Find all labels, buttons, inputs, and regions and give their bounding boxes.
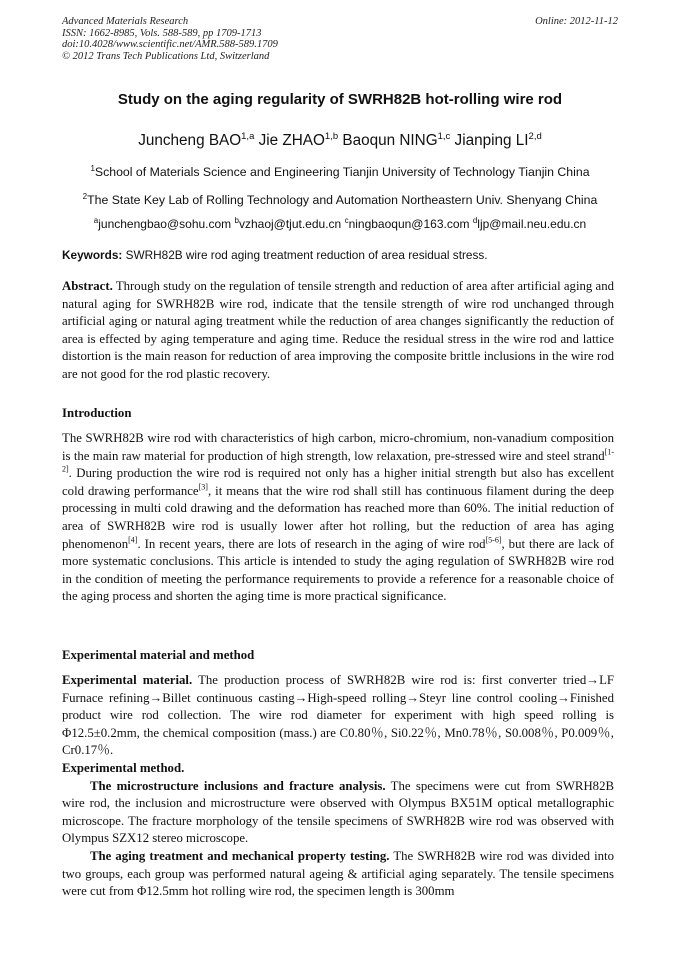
intro-text: , it means that the wire rod shall still has continuous filament during the deep processing in multi cold drawing and the deformation has reached more than 60%. The initial reduction of area of SWRH82B wire rod is usually lower after hot rolling, but the reduction of area has aging phenomenon bbox=[62, 483, 614, 551]
introduction-paragraph bbox=[62, 430, 614, 606]
abstract bbox=[62, 278, 614, 384]
method-label-line bbox=[62, 760, 614, 778]
abstract-text: Through study on the regulation of tensile strength and reduction of area after artificial aging and natural aging for SWRH82B wire rod, indicate that the tensile strength of wire rod unchanged through artificial aging or natural aging treatment while the reduction of area changes significantly the reduction of area is effected by aging temperature and aging time. Reduce the residual stress in the wire rod and lattice distortion is the main reason for reduction of area improving the composite brittle inclusions in the wire rod are not good for the rod plastic recovery. bbox=[62, 279, 615, 381]
intro-text: , but there are lack of more systematic conclusions. This article is intended to study the aging regulation of SWRH82B wire rod in the condition of meeting the performance requirements to provide a reference for a reasonable choice of the aging process and shorten the aging time is more practical significance. bbox=[62, 536, 614, 604]
paper-title: Study on the aging regularity of SWRH82B hot-rolling wire rod bbox=[117, 91, 563, 108]
material-label: Experimental material. bbox=[62, 673, 193, 687]
intro-text: The SWRH82B wire rod with characteristics of high carbon, micro-chromium, non-vanadium composition is the main raw material for production of high strength, low relaxation, pre-stressed wire and steel strand bbox=[62, 431, 614, 463]
abstract-label: Abstract. bbox=[62, 279, 113, 293]
author-sup: 1,a bbox=[241, 131, 255, 142]
citation[interactable]: [1-2] bbox=[62, 447, 614, 474]
method-label: Experimental method. bbox=[62, 760, 185, 775]
email-address[interactable]: ljp@mail.neu.edu.cn bbox=[477, 217, 587, 231]
email-address[interactable]: vzhaoj@tjut.edu.cn bbox=[238, 217, 342, 231]
microstructure-text: The specimens were cut from SWRH82B wire rod, the inclusion and microstructure were observed with Olympus BX51M optical metallographic microscope. The fracture morphology of the tensile specimens of SWRH82B wire rod was observed with Olympus SZX12 stereo microscope. bbox=[62, 778, 615, 846]
citation[interactable]: [4] bbox=[128, 535, 138, 545]
author-name: Baoqun NING bbox=[342, 132, 438, 150]
aging-paragraph bbox=[62, 848, 614, 901]
material-paragraph bbox=[62, 672, 614, 760]
keywords-text: SWRH82B wire rod aging treatment reduction of area residual stress. bbox=[125, 248, 488, 262]
intro-text: . During production the wire rod is required not only has a higher initial strength but also has excellent cold drawing performance bbox=[62, 466, 614, 498]
journal-header bbox=[62, 16, 618, 62]
author-sup: 1,b bbox=[324, 131, 339, 142]
microstructure-paragraph bbox=[62, 778, 614, 848]
experimental-section bbox=[62, 672, 614, 901]
material-text: The production process of SWRH82B wire rod is: first converter tried→LF Furnace refining→Billet continuous casting→High-speed rolling→Steyr line control cooling→Finished product wire rod collection. The wire rod diameter for experiment with high speed rolling is Φ12.5±0.2mm, the chemical composition (mass.) are C0.80％, Si0.22％, Mn0.78％, S0.008％, P0.009％, Cr0.17％. bbox=[62, 673, 615, 758]
author-name: Jianping LI bbox=[454, 132, 529, 150]
author-sup: 1,c bbox=[437, 131, 451, 142]
email-sup: d bbox=[472, 216, 478, 225]
affiliation-sup: 1 bbox=[90, 164, 95, 173]
intro-text: . In recent years, there are lots of research in the aging of wire rod bbox=[137, 536, 486, 551]
author-name: Jie ZHAO bbox=[258, 132, 325, 150]
email-address[interactable]: junchengbao@sohu.com bbox=[98, 217, 232, 231]
affiliation-text: The State Key Lab of Rolling Technology and Automation Northeastern Univ. Shenyang China bbox=[87, 193, 598, 208]
microstructure-label: The microstructure inclusions and fracture analysis. bbox=[90, 778, 386, 793]
keywords bbox=[62, 248, 618, 262]
email-sup: c bbox=[344, 216, 349, 225]
author-list bbox=[62, 131, 618, 150]
email-address[interactable]: ningbaoqun@163.com bbox=[348, 217, 470, 231]
affiliation-2 bbox=[62, 192, 618, 207]
author-sup: 2,d bbox=[528, 131, 542, 142]
affiliation-sup: 2 bbox=[82, 192, 88, 201]
keywords-label: Keywords: bbox=[62, 248, 123, 262]
aging-text: The SWRH82B wire rod was divided into two groups, each group was performed natural ageing & artificial aging separately. The tensile specimens were cut from Φ12.5mm hot rolling wire rod, the specimen length is 300mm bbox=[62, 848, 615, 899]
issn-line: ISSN: 1662-8985, Vols. 588-589, pp 1709-1713 bbox=[62, 27, 262, 39]
email-sup: b bbox=[234, 216, 239, 225]
doi-line: doi:10.4028/www.scientific.net/AMR.588-589.1709 bbox=[62, 39, 278, 51]
introduction-heading: Introduction bbox=[62, 406, 132, 420]
journal-name: Advanced Materials Research bbox=[62, 16, 189, 27]
aging-label: The aging treatment and mechanical property testing. bbox=[90, 848, 390, 863]
email-line bbox=[62, 216, 618, 231]
email-sup: a bbox=[93, 216, 99, 225]
copyright-line: © 2012 Trans Tech Publications Ltd, Switzerland bbox=[62, 50, 270, 62]
experimental-heading: Experimental material and method bbox=[62, 648, 255, 662]
citation[interactable]: [5-6] bbox=[485, 535, 502, 545]
affiliation-1 bbox=[62, 164, 618, 179]
affiliation-text: School of Materials Science and Engineering Tianjin University of Technology Tianjin China bbox=[94, 165, 590, 180]
online-date: Online: 2012-11-12 bbox=[535, 16, 618, 27]
citation[interactable]: [3] bbox=[198, 482, 208, 492]
author-name: Juncheng BAO bbox=[138, 132, 242, 150]
